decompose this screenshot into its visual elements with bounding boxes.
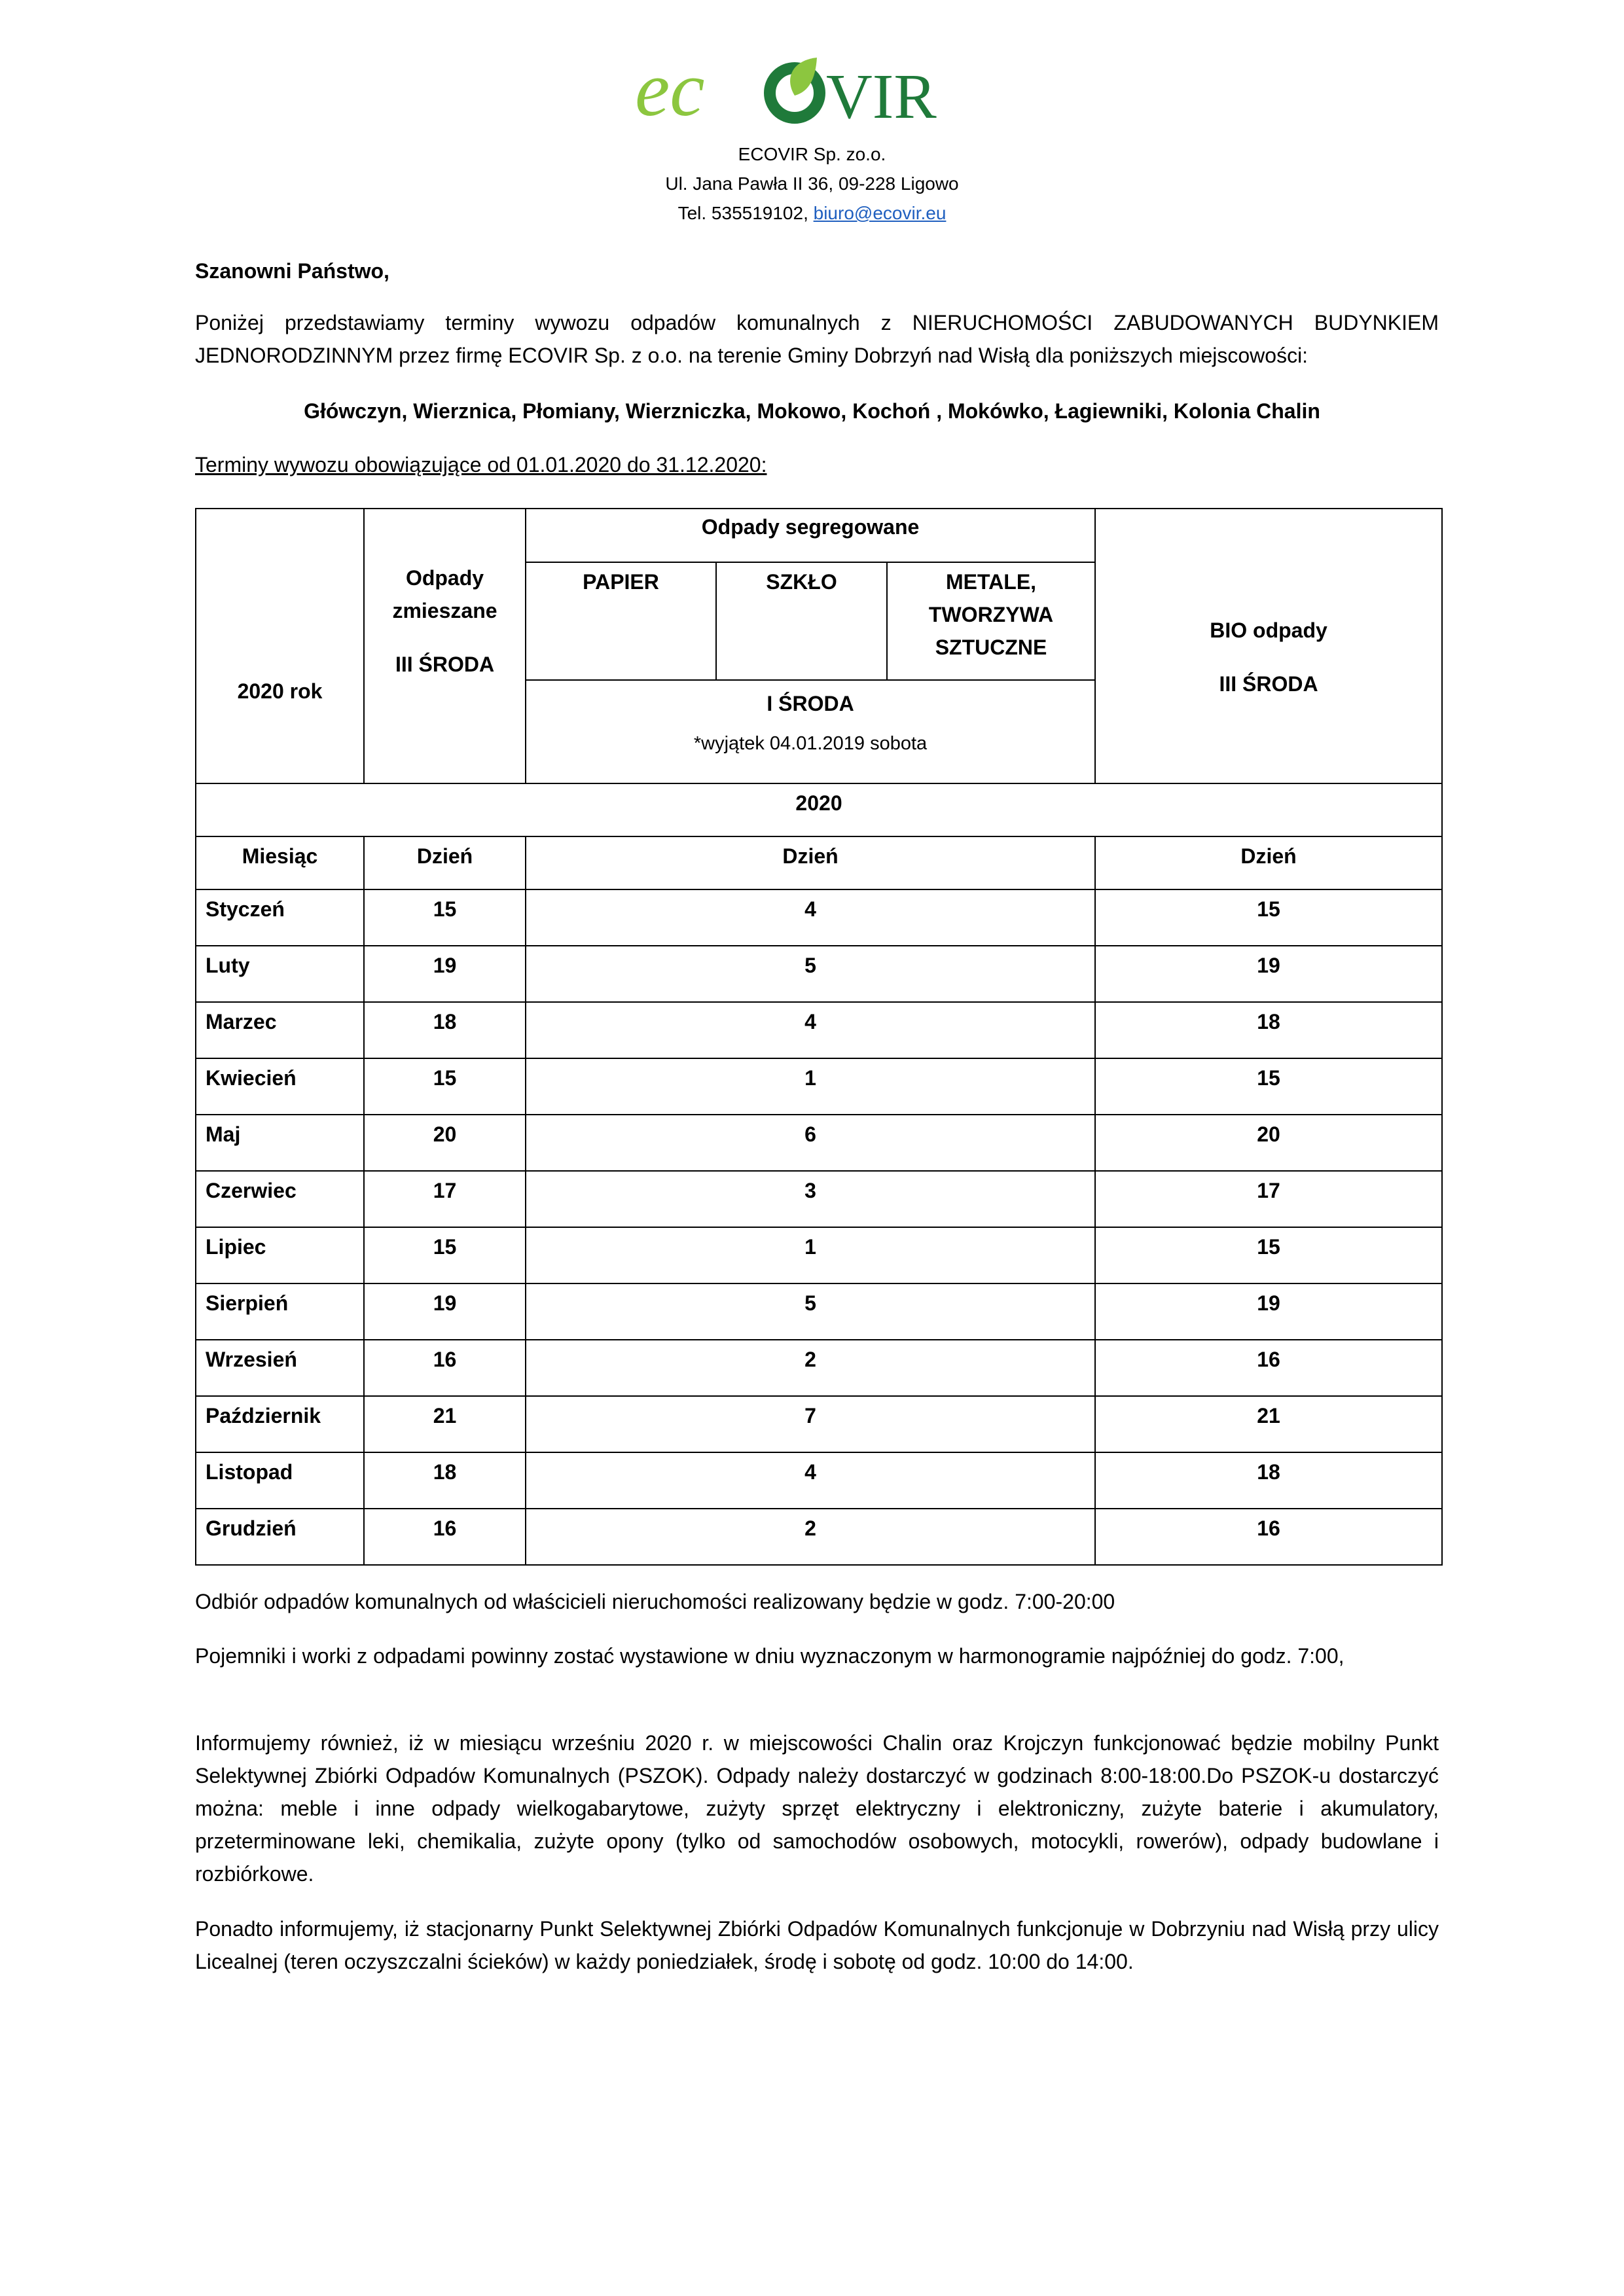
- salutation: Szanowni Państwo,: [195, 259, 389, 283]
- segregated-header-cell: Odpady segregowane: [526, 509, 1095, 562]
- month-cell: Luty: [196, 946, 364, 1002]
- col-header-month: Miesiąc: [196, 836, 364, 889]
- validity-heading: Terminy wywozu obowiązujące od 01.01.2020 do 31.12.2020:: [195, 453, 767, 476]
- intro-paragraph: Poniżej przedstawiamy terminy wywozu odpadów komunalnych z NIERUCHOMOŚCI ZABUDOWANYCH BUDYNKIEM JEDNORODZINNYM przez firmę ECOVIR Sp. z o.o. na terenie Gminy Dobrzyń nad Wisłą dla poniższych miejscowości:: [195, 311, 1439, 367]
- footer-paragraph-containers: Pojemniki i worki z odpadami powinny zostać wystawione w dniu wyznaczonym w harmonogramie najpóźniej do godz. 7:00,: [195, 1644, 1344, 1668]
- segregated-day-cell: 7: [526, 1396, 1095, 1452]
- segregated-day-cell: 5: [526, 1283, 1095, 1340]
- bio-day-cell: 18: [1095, 1452, 1442, 1509]
- segregated-day-cell: 2: [526, 1340, 1095, 1396]
- footer-paragraph-stationary-pszok: Ponadto informujemy, iż stacjonarny Punkt Selektywnej Zbiórki Odpadów Komunalnych funkcjonuje w Dobrzyniu nad Wisłą przy ulicy Licealnej (teren oczyszczalni ścieków) w każdy poniedziałek, środę i sobotę od godz. 10:00 do 14:00.: [195, 1917, 1439, 1973]
- table-row: [196, 1396, 1442, 1452]
- mixed-day-cell: 17: [364, 1171, 526, 1227]
- bio-day-cell: 16: [1095, 1340, 1442, 1396]
- bio-day-cell: 21: [1095, 1396, 1442, 1452]
- company-name: ECOVIR Sp. zo.o.: [738, 144, 886, 164]
- metals-line1: METALE,: [945, 570, 1037, 594]
- footer-paragraph-hours: Odbiór odpadów komunalnych od właścicieli nieruchomości realizowany będzie w godz. 7:00-20:00: [195, 1590, 1115, 1613]
- glass-header-cell: SZKŁO: [716, 562, 887, 680]
- logo-ec-letters: ec: [635, 52, 705, 124]
- table-row: [196, 1452, 1442, 1509]
- ecovir-logo-graphic: [635, 52, 988, 124]
- table-row: [196, 1115, 1442, 1171]
- bio-day-cell: 16: [1095, 1509, 1442, 1565]
- mixed-day-cell: 15: [364, 889, 526, 946]
- bio-day-cell: 15: [1095, 1058, 1442, 1115]
- table-row: [196, 1002, 1442, 1058]
- table-row: [196, 1283, 1442, 1340]
- mixed-waste-header-cell: [364, 509, 526, 783]
- segregated-day-cell: 1: [526, 1058, 1095, 1115]
- bio-day-label: III ŚRODA: [1219, 672, 1318, 696]
- segregated-day-cell: 5: [526, 946, 1095, 1002]
- segregated-day-cell: 3: [526, 1171, 1095, 1227]
- company-address: Ul. Jana Pawła II 36, 09-228 Ligowo: [665, 173, 959, 194]
- month-cell: Listopad: [196, 1452, 364, 1509]
- mixed-day-cell: 16: [364, 1509, 526, 1565]
- mixed-day-cell: 20: [364, 1115, 526, 1171]
- segregated-day-cell: [526, 680, 1095, 783]
- bio-day-cell: 15: [1095, 889, 1442, 946]
- segregated-day-cell: 2: [526, 1509, 1095, 1565]
- mixed-day-cell: 18: [364, 1002, 526, 1058]
- mixed-day-cell: 21: [364, 1396, 526, 1452]
- col-header-day-bio: Dzień: [1095, 836, 1442, 889]
- bio-waste-header-cell: [1095, 509, 1442, 783]
- bio-label: BIO odpady: [1210, 619, 1327, 642]
- month-cell: Październik: [196, 1396, 364, 1452]
- mixed-day-cell: 15: [364, 1058, 526, 1115]
- segregated-day-cell: 1: [526, 1227, 1095, 1283]
- bio-day-cell: 20: [1095, 1115, 1442, 1171]
- table-row: [196, 889, 1442, 946]
- year-header-cell: 2020 rok: [196, 509, 364, 783]
- collection-schedule-table: [195, 508, 1443, 1566]
- year-row-cell: 2020: [196, 783, 1442, 836]
- month-cell: Czerwiec: [196, 1171, 364, 1227]
- mixed-day-cell: 15: [364, 1227, 526, 1283]
- company-contact: [0, 198, 1624, 228]
- paper-header-cell: PAPIER: [526, 562, 716, 680]
- bio-day-cell: 17: [1095, 1171, 1442, 1227]
- mixed-day-cell: 18: [364, 1452, 526, 1509]
- month-cell: Maj: [196, 1115, 364, 1171]
- metals-line3: SZTUCZNE: [935, 636, 1047, 659]
- metals-line2: TWORZYWA: [928, 603, 1054, 626]
- mixed-day-label: III ŚRODA: [395, 653, 495, 676]
- mixed-day-cell: 16: [364, 1340, 526, 1396]
- table-row: [196, 1058, 1442, 1115]
- bio-day-cell: 19: [1095, 1283, 1442, 1340]
- mixed-label-line2: zmieszane: [392, 599, 497, 622]
- month-cell: Styczeń: [196, 889, 364, 946]
- mixed-label-line1: Odpady: [405, 566, 484, 590]
- bio-day-cell: 18: [1095, 1002, 1442, 1058]
- table-row: [196, 1171, 1442, 1227]
- mixed-day-cell: 19: [364, 946, 526, 1002]
- col-header-day-mixed: Dzień: [364, 836, 526, 889]
- month-cell: Sierpień: [196, 1283, 364, 1340]
- month-cell: Lipiec: [196, 1227, 364, 1283]
- footer-paragraph-mobile-pszok: Informujemy również, iż w miesiącu wrześniu 2020 r. w miejscowości Chalin oraz Krojczyn funkcjonować będzie mobilny Punkt Selektywnej Zbiórki Odpadów Komunalnych (PSZOK). Odpady należy dostarczyć w godzinach 8:00-18:00.Do PSZOK-u dostarczyć można: meble i inne odpady wielkogabarytowe, zużyty sprzęt elektryczny i elektroniczny, zużyte baterie i akumulatory, przeterminowane leki, chemikalia, zużyte opony (tylko od samochodów osobowych, motocykli, rowerów), odpady budowlane i rozbiórkowe.: [195, 1731, 1439, 1886]
- table-row: [196, 1227, 1442, 1283]
- month-rows: [196, 889, 1442, 1565]
- segregated-day-cell: 4: [526, 889, 1095, 946]
- bio-day-cell: 15: [1095, 1227, 1442, 1283]
- month-cell: Marzec: [196, 1002, 364, 1058]
- company-email-link[interactable]: biuro@ecovir.eu: [813, 203, 947, 223]
- ecovir-logo: [635, 52, 988, 124]
- metals-plastics-header-cell: [887, 562, 1095, 680]
- towns-list: Główczyn, Wierznica, Płomiany, Wierzniczka, Mokowo, Kochoń , Mokówko, Łagiewniki, Kolonia Chalin: [304, 399, 1320, 423]
- month-cell: Grudzień: [196, 1509, 364, 1565]
- company-details: [0, 139, 1624, 228]
- month-cell: Kwiecień: [196, 1058, 364, 1115]
- col-header-day-segregated: Dzień: [526, 836, 1095, 889]
- company-phone: Tel. 535519102,: [677, 203, 814, 223]
- segregated-exception-note: *wyjątek 04.01.2019 sobota: [693, 733, 928, 754]
- segregated-day-label: I ŚRODA: [767, 692, 854, 715]
- month-cell: Wrzesień: [196, 1340, 364, 1396]
- mixed-day-cell: 19: [364, 1283, 526, 1340]
- table-row: [196, 1340, 1442, 1396]
- table-row: [196, 946, 1442, 1002]
- segregated-day-cell: 4: [526, 1452, 1095, 1509]
- logo-vir-letters: VIR: [826, 62, 937, 124]
- bio-day-cell: 19: [1095, 946, 1442, 1002]
- segregated-day-cell: 6: [526, 1115, 1095, 1171]
- segregated-day-cell: 4: [526, 1002, 1095, 1058]
- table-row: [196, 1509, 1442, 1565]
